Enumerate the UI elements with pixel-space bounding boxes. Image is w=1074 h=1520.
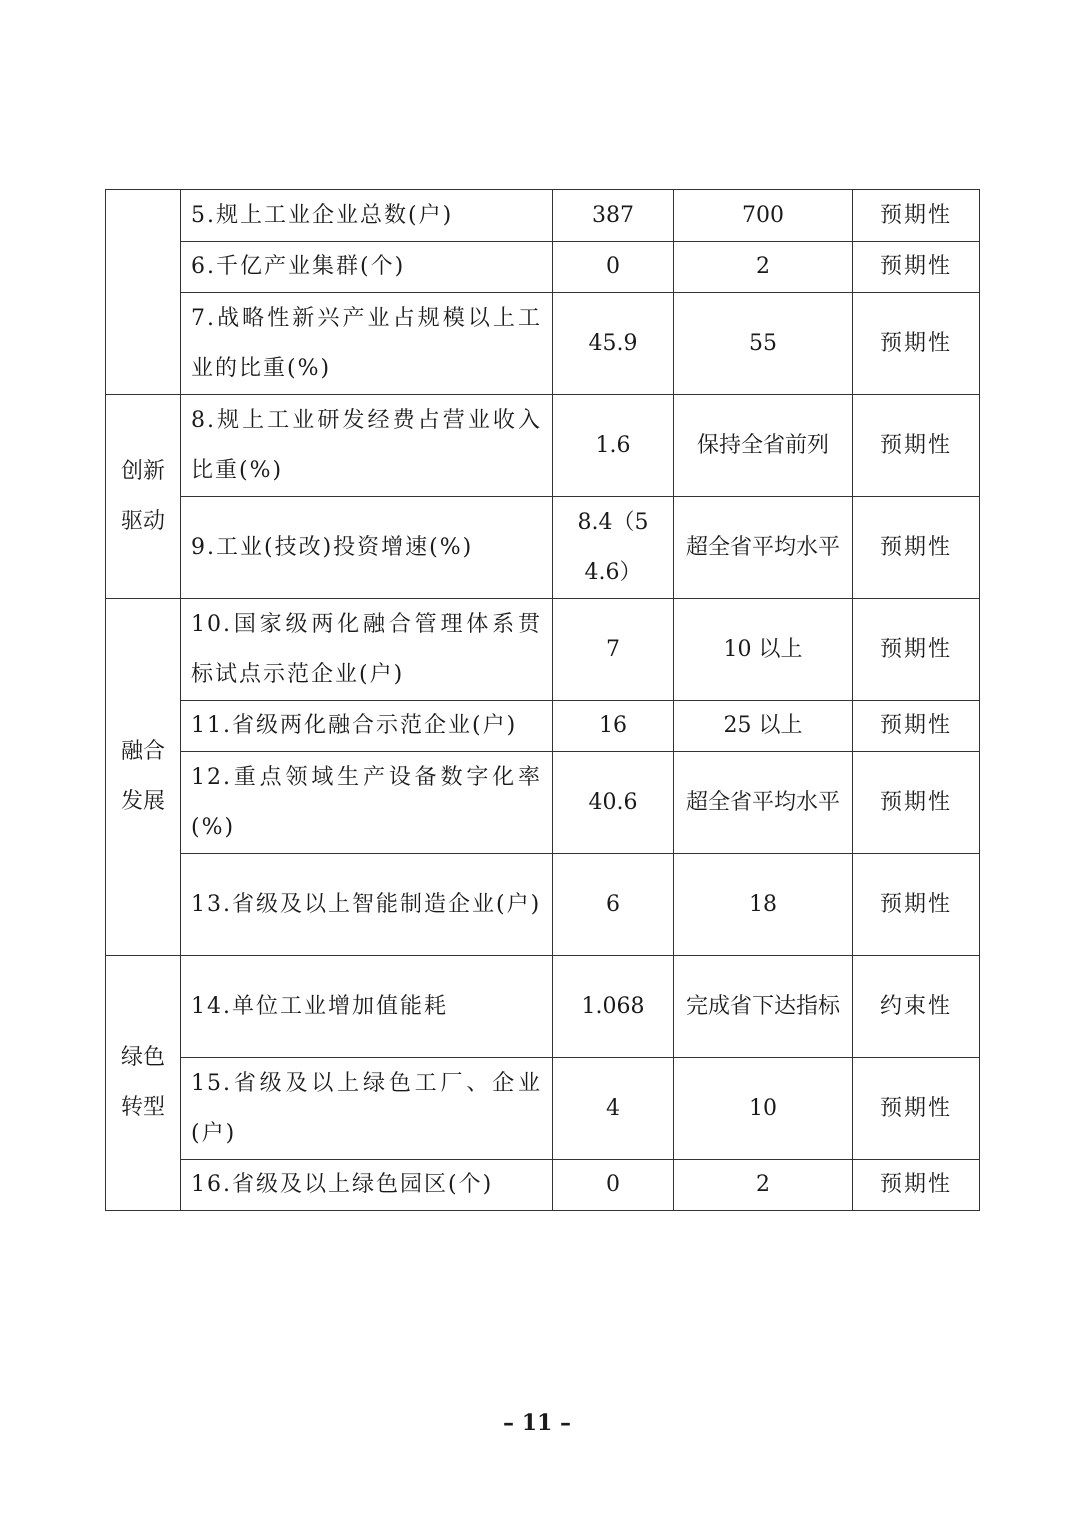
type-cell: 预期性	[853, 242, 980, 293]
base-value-cell: 40.6	[553, 752, 674, 854]
base-value-cell: 7	[553, 599, 674, 701]
type-cell: 预期性	[853, 854, 980, 956]
type-cell: 约束性	[853, 956, 980, 1058]
indicator-table	[105, 189, 980, 1211]
table-row	[106, 242, 980, 293]
category-cell	[106, 599, 181, 956]
indicator-cell: 13.省级及以上智能制造企业(户)	[181, 854, 553, 956]
indicator-cell: 14.单位工业增加值能耗	[181, 956, 553, 1058]
base-value-cell: 6	[553, 854, 674, 956]
category-cell	[106, 395, 181, 599]
indicator-cell: 5.规上工业企业总数(户)	[181, 190, 553, 242]
table-row	[106, 701, 980, 752]
table-row	[106, 395, 980, 497]
base-value-cell: 45.9	[553, 293, 674, 395]
target-cell: 55	[674, 293, 853, 395]
type-cell: 预期性	[853, 190, 980, 242]
base-value-cell: 0	[553, 242, 674, 293]
base-value-cell	[553, 497, 674, 599]
target-cell: 超全省平均水平	[674, 752, 853, 854]
target-cell: 完成省下达指标	[674, 956, 853, 1058]
target-cell: 超全省平均水平	[674, 497, 853, 599]
table-row	[106, 1160, 980, 1211]
table-row	[106, 1058, 980, 1160]
target-cell: 保持全省前列	[674, 395, 853, 497]
category-cell-empty	[106, 190, 181, 395]
target-cell: 2	[674, 242, 853, 293]
base-value-cell: 16	[553, 701, 674, 752]
base-value-cell: 1.6	[553, 395, 674, 497]
indicator-cell: 7.战略性新兴产业占规模以上工业的比重(%)	[181, 293, 553, 395]
type-cell: 预期性	[853, 1058, 980, 1160]
target-cell: 25 以上	[674, 701, 853, 752]
target-cell: 18	[674, 854, 853, 956]
base-value-cell: 4	[553, 1058, 674, 1160]
indicator-cell: 8.规上工业研发经费占营业收入比重(%)	[181, 395, 553, 497]
type-cell: 预期性	[853, 701, 980, 752]
indicator-cell: 9.工业(技改)投资增速(%)	[181, 497, 553, 599]
indicator-cell: 10.国家级两化融合管理体系贯标试点示范企业(户)	[181, 599, 553, 701]
indicator-cell: 6.千亿产业集群(个)	[181, 242, 553, 293]
category-label: 融合发展	[120, 739, 165, 814]
table-row	[106, 956, 980, 1058]
base-value-cell: 387	[553, 190, 674, 242]
type-cell: 预期性	[853, 395, 980, 497]
category-label: 绿色转型	[120, 1045, 165, 1120]
type-cell: 预期性	[853, 752, 980, 854]
type-cell: 预期性	[853, 1160, 980, 1211]
table-row	[106, 497, 980, 599]
indicator-cell: 15.省级及以上绿色工厂、企业(户)	[181, 1058, 553, 1160]
target-cell: 2	[674, 1160, 853, 1211]
target-cell: 10	[674, 1058, 853, 1160]
base-value-cell: 0	[553, 1160, 674, 1211]
target-cell: 10 以上	[674, 599, 853, 701]
table-row	[106, 190, 980, 242]
indicator-cell: 11.省级两化融合示范企业(户)	[181, 701, 553, 752]
category-label: 创新驱动	[120, 458, 165, 534]
table-row	[106, 854, 980, 956]
base-value-cell: 1.068	[553, 956, 674, 1058]
table-row	[106, 293, 980, 395]
type-cell: 预期性	[853, 497, 980, 599]
base-value-text: 8.4（54.6）	[577, 509, 649, 585]
indicator-cell: 12.重点领域生产设备数字化率(%)	[181, 752, 553, 854]
type-cell: 预期性	[853, 599, 980, 701]
target-cell: 700	[674, 190, 853, 242]
table-row	[106, 752, 980, 854]
category-cell	[106, 956, 181, 1211]
indicator-cell: 16.省级及以上绿色园区(个)	[181, 1160, 553, 1211]
type-cell: 预期性	[853, 293, 980, 395]
page-number: – 11 –	[503, 1410, 571, 1436]
table-row	[106, 599, 980, 701]
